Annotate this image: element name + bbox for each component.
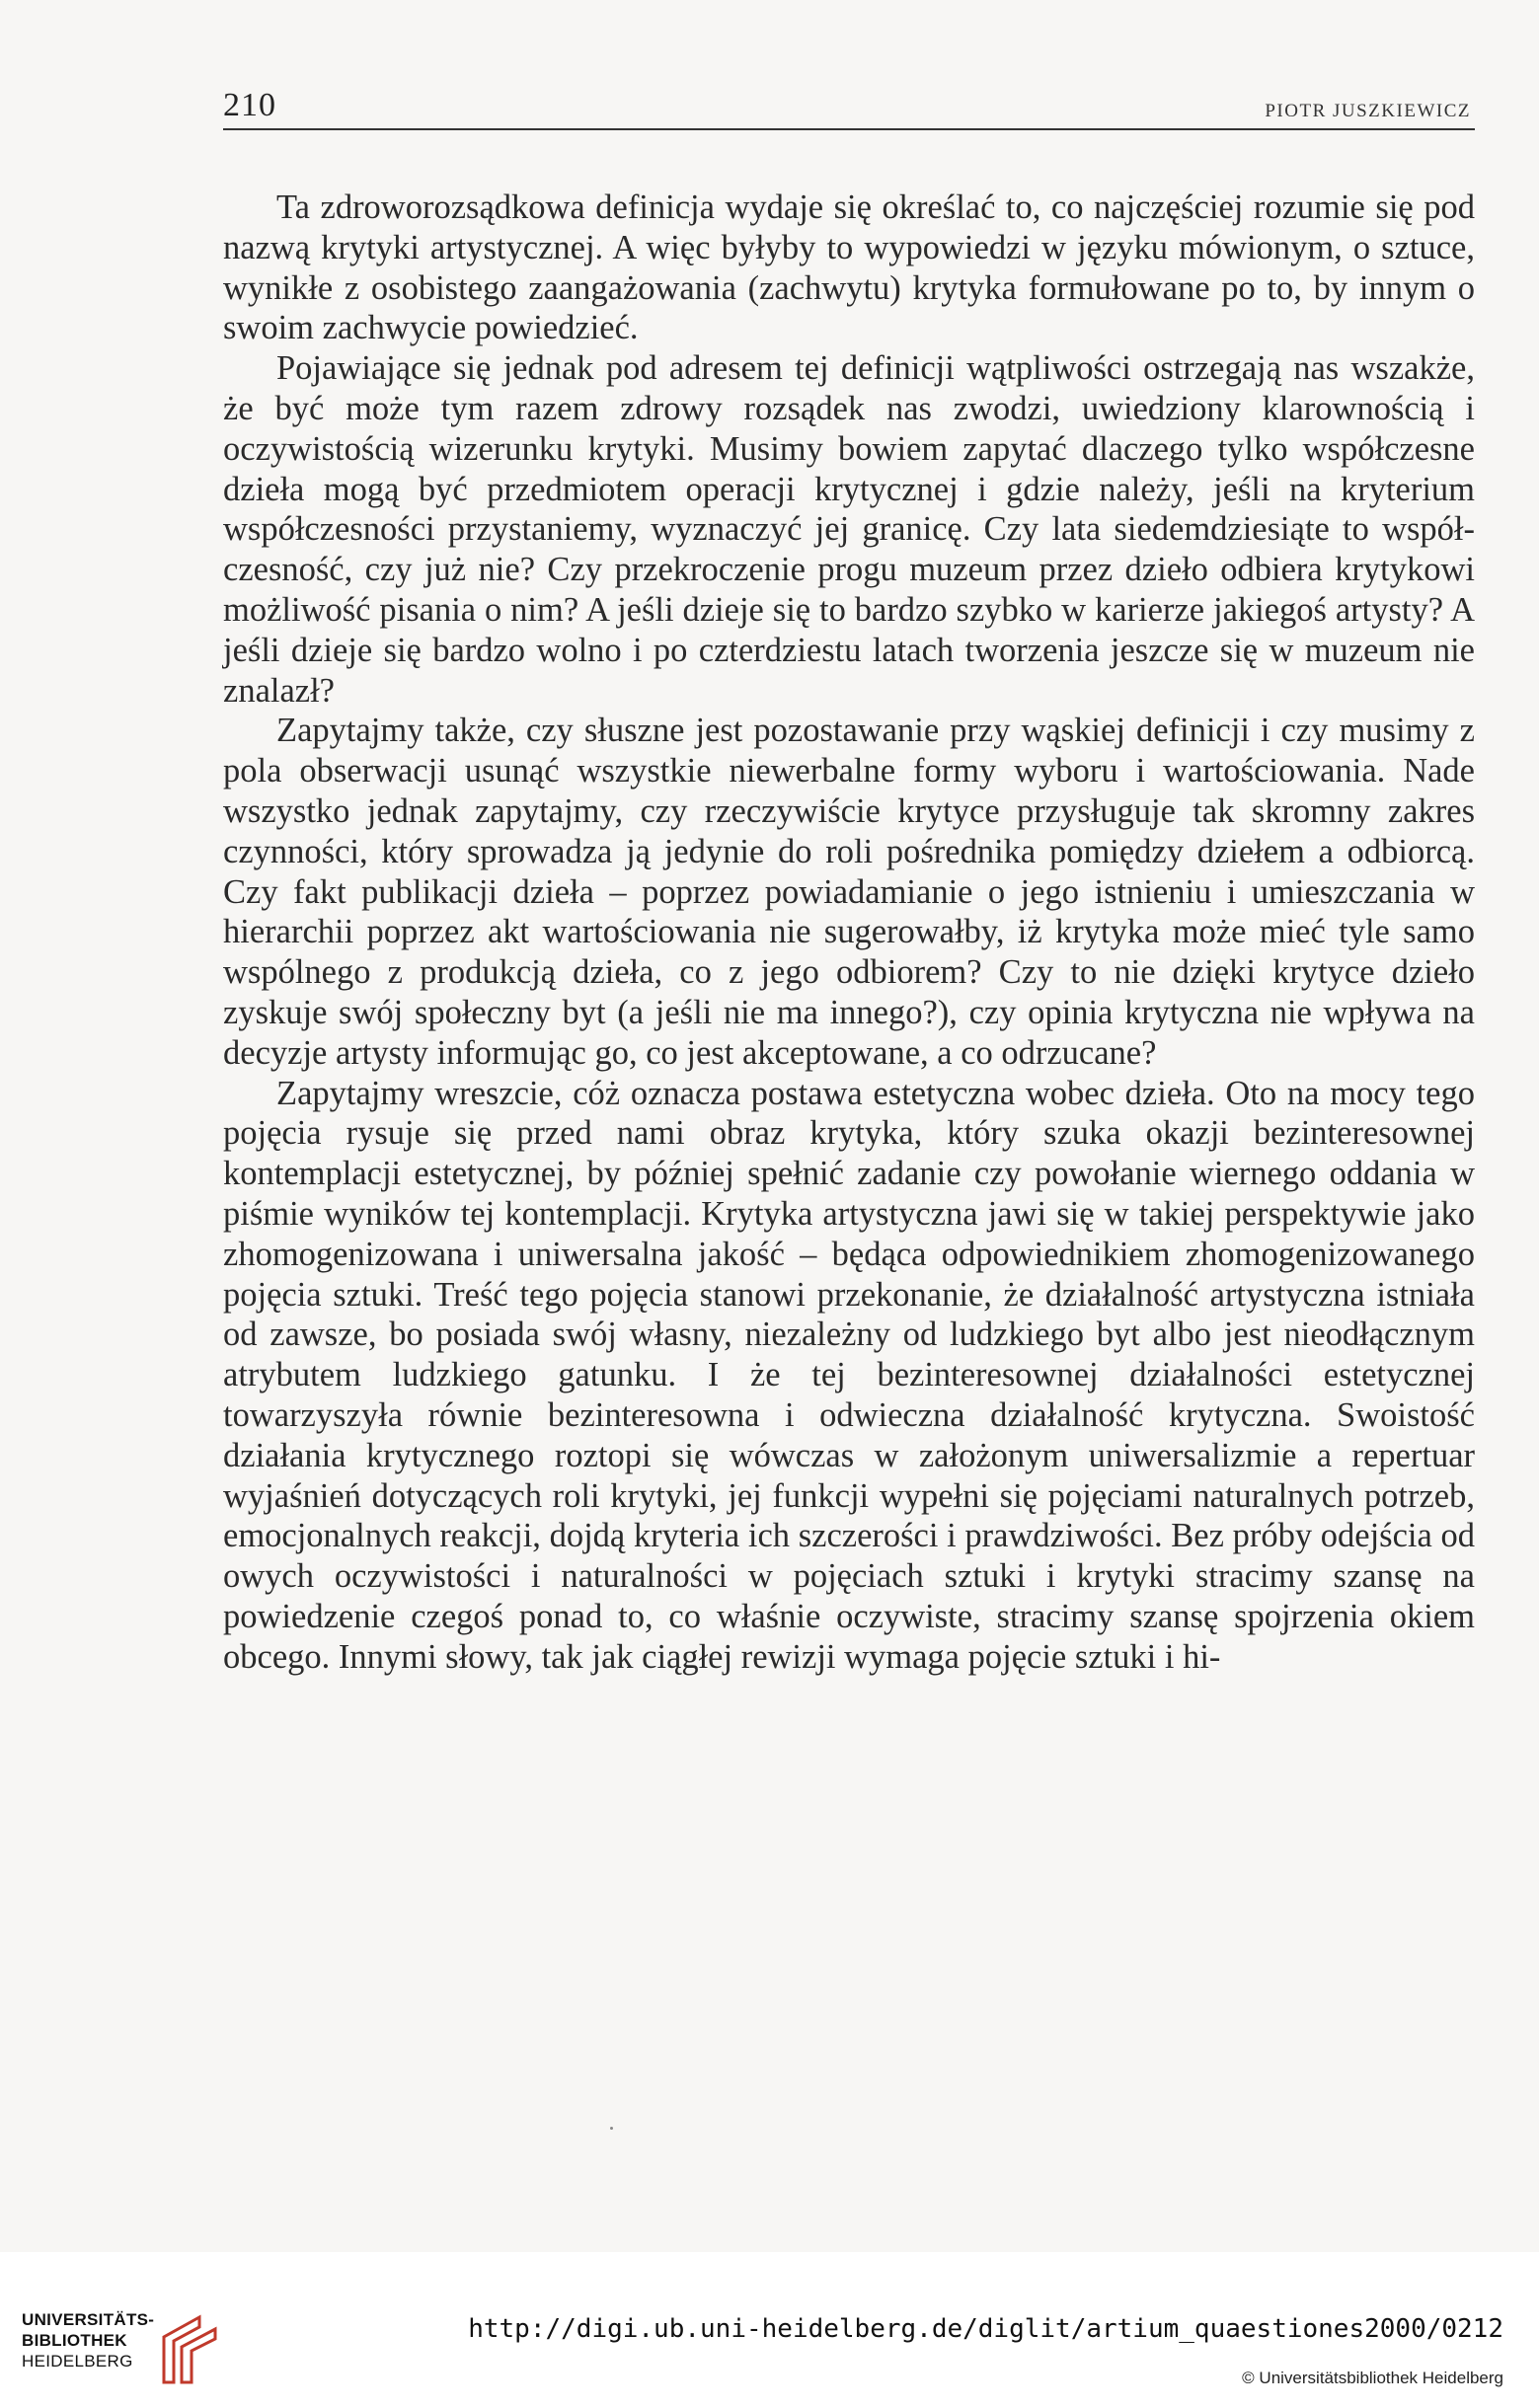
running-head-author: PIOTR JUSZKIEWICZ bbox=[1265, 101, 1471, 121]
body-text bbox=[223, 188, 1475, 1677]
scan-speck bbox=[610, 2127, 613, 2130]
library-logo[interactable] bbox=[22, 2309, 229, 2398]
digitization-footer bbox=[0, 2252, 1539, 2408]
page-header bbox=[223, 85, 1475, 130]
page-number: 210 bbox=[223, 87, 276, 123]
paragraph-3: Zapytajmy także, czy słuszne jest pozostawanie przy wąskiej definicji i czy musimy z pola obserwacji usunąć wszystkie niewerbalne formy wyboru i wartościowania. Nade wszystko jednak zapytajmy, czy rzeczywiście krytyce przysługuje tak skromny zakres czynności, który sprowadza ją jedynie do roli pośrednika pomiędzy dziełem a odbiorcą. Czy fakt publikacji dzieła – poprzez powiadamianie o jego istnieniu i umieszczania w hierarchii poprzez akt wartościowania nie sugerowałby, iż krytyka może mieć tyle samo wspólnego z produkcją dzieła, co z jego odbiorem? Czy to nie dzięki krytyce dzieło zyskuje swój społeczny byt (a jeśli nie ma innego?), czy opinia krytyczna nie wpływa na decyzje artysty informując go, co jest akceptowane, a co odrzucane? bbox=[223, 712, 1475, 1072]
library-mark-icon bbox=[160, 2313, 219, 2384]
paragraph-4: Zapytajmy wreszcie, cóż oznacza postawa estetyczna wobec dzieła. Oto na mocy tego pojęcia rysuje się przed nami obraz krytyka, który szuka okazji bezinteresownej kontemplacji estetycznej, by później spełnić zadanie czy powołanie wiernego oddania w piśmie wyników tej kontemplacji. Krytyka artystyczna jawi się w takiej perspektywie jako zhomogenizowana i uniwersalna jakość – będąca odpowiednikiem zhomogenizowanego pojęcia sztuki. Treść tego pojęcia stanowi przekonanie, że działalność artystyczna istniała od zawsze, bo posiada swój własny, niezależny od ludzkiego byt albo jest nieodłącznym atrybutem ludzkiego gatunku. I że tej bezinteresownej działalności estetycznej towarzyszyła równie bezinteresowna i odwieczna działalność krytyczna. Swoistość działania krytycznego roztopi się wówczas w założonym uniwersalizmie a repertuar wyjaśnień dotyczących roli krytyki, jej funkcji wypełni się pojęciami naturalnych potrzeb, emocjonalnych reakcji, dojdą kryteria ich szczerości i prawdziwości. Bez próby odejścia od owych oczywistości i naturalności w pojęciach sztuki i krytyki stracimy szansę na powiedzenie czegoś ponad to, co właśnie oczywiste, stracimy szansę spojrzenia okiem obcego. Innymi słowy, tak jak ciągłej rewizji wymaga pojęcie sztuki i hi- bbox=[223, 1074, 1475, 1676]
library-name-line-2: BIBLIOTHEK bbox=[22, 2331, 127, 2350]
library-name-line-1: UNIVERSITÄTS- bbox=[22, 2310, 155, 2329]
library-name-line-3: HEIDELBERG bbox=[22, 2352, 133, 2370]
paragraph-1: Ta zdroworozsądkowa definicja wydaje się określać to, co najczęściej rozumie się pod nazwą krytyki artystycznej. A więc byłyby to wypowiedzi w języku mówionym, o sztuce, wynikłe z osobistego zaangażowania (zachwytu) krytyka formułowane po to, by innym o swoim zachwycie powiedzieć. bbox=[223, 188, 1475, 347]
copyright-notice: © Universitätsbibliothek Heidelberg bbox=[1242, 2369, 1503, 2387]
paragraph-2: Pojawiające się jednak pod adresem tej definicji wątpliwości ostrzegają nas wszakże, że być może tym razem zdrowy rozsądek nas zwodzi, uwiedziony klarownością i oczywistością wizerunku krytyki. Musimy bowiem zapytać dlaczego tylko współczesne dzieła mogą być przedmiotem operacji krytycznej i gdzie należy, jeśli na kryterium współczesności przystaniemy, wyznaczyć jej granicę. Czy lata siedemdziesiąte to współczesność, czy już nie? Czy przekroczenie progu muzeum przez dzieło odbiera krytykowi możliwość pisania o nim? A jeśli dzieje się to bardzo szybko w karierze jakiegoś artysty? A jeśli dzieje się bardzo wolno i po czterdziestu latach tworzenia jeszcze się w muzeum nie znalazł? bbox=[223, 349, 1475, 710]
permalink-url[interactable]: http://digi.ub.uni-heidelberg.de/diglit/artium_quaestiones2000/0212 bbox=[468, 2314, 1503, 2344]
